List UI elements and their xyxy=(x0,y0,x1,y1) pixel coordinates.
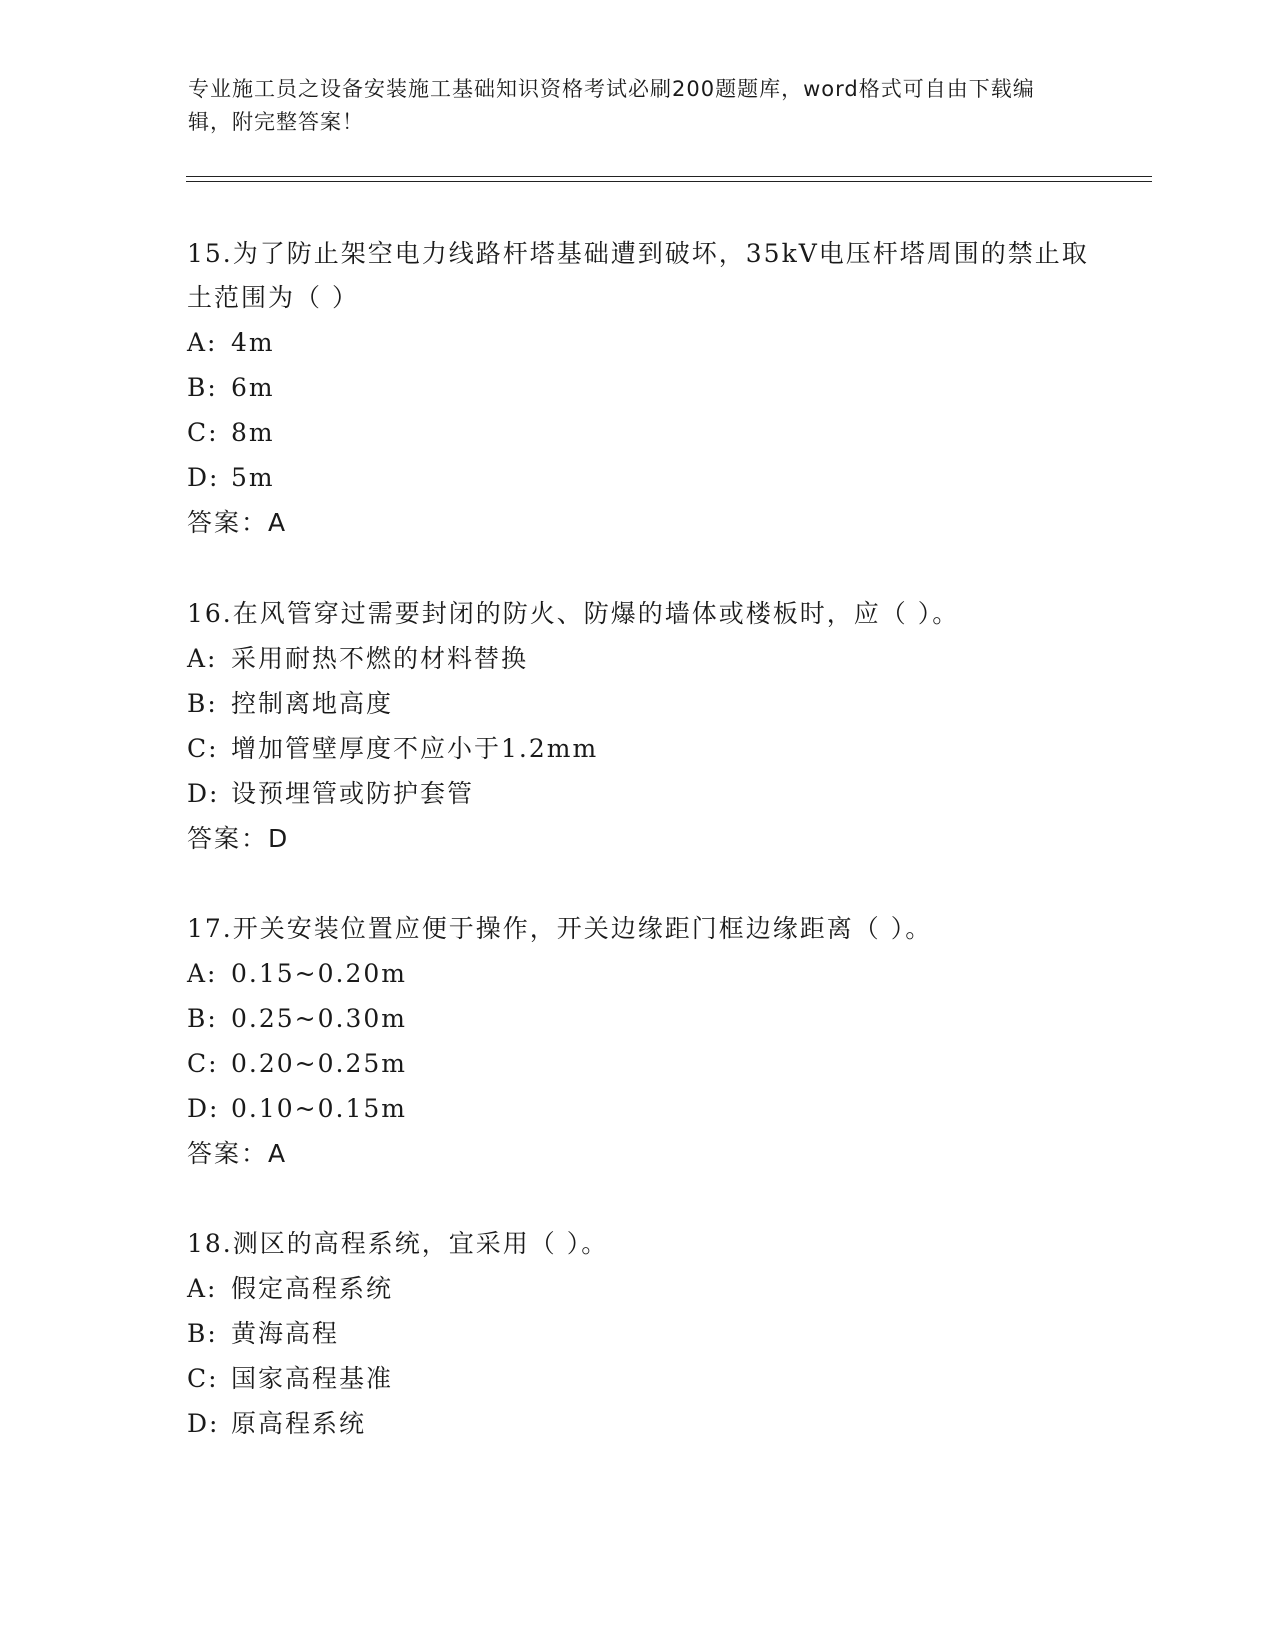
option-b xyxy=(187,1311,1107,1356)
option-text: 0.10~0.15m xyxy=(231,1094,407,1123)
question-17 xyxy=(187,907,1107,1176)
option-text: 0.20~0.25m xyxy=(231,1049,407,1078)
option-d xyxy=(187,1401,1107,1446)
option-text: 假定高程系统 xyxy=(231,1274,394,1303)
option-b xyxy=(187,681,1107,726)
option-d xyxy=(187,771,1107,816)
option-letter: D: xyxy=(187,1094,220,1123)
question-text: 18.测区的高程系统，宜采用（ ）。 xyxy=(187,1229,609,1258)
option-text: 8m xyxy=(231,418,275,447)
answer: 答案：D xyxy=(187,824,290,853)
option-text: 6m xyxy=(231,373,275,402)
option-letter: B: xyxy=(187,373,218,402)
option-c xyxy=(187,410,1107,455)
option-text: 0.25~0.30m xyxy=(231,1004,407,1033)
option-text: 控制离地高度 xyxy=(231,689,394,718)
question-15 xyxy=(187,232,1107,545)
option-a xyxy=(187,1266,1107,1311)
option-letter: A: xyxy=(187,1274,218,1303)
option-c xyxy=(187,726,1107,771)
option-letter: D: xyxy=(187,1409,220,1438)
question-text: 17.开关安装位置应便于操作，开关边缘距门框边缘距离（ ）。 xyxy=(187,914,933,943)
option-letter: C: xyxy=(187,1364,219,1393)
option-text: 设预埋管或防护套管 xyxy=(231,779,475,808)
option-b xyxy=(187,996,1107,1041)
question-18 xyxy=(187,1222,1107,1446)
option-text: 5m xyxy=(231,463,275,492)
option-text: 原高程系统 xyxy=(231,1409,367,1438)
question-text: 16.在风管穿过需要封闭的防火、防爆的墙体或楼板时，应（ ）。 xyxy=(187,599,960,628)
option-letter: A: xyxy=(187,328,218,357)
option-c xyxy=(187,1041,1107,1086)
option-letter: A: xyxy=(187,959,218,988)
option-text: 黄海高程 xyxy=(231,1319,340,1348)
option-text: 4m xyxy=(231,328,275,357)
option-b xyxy=(187,365,1107,410)
option-text: 0.15~0.20m xyxy=(231,959,407,988)
option-d xyxy=(187,1086,1107,1131)
question-16 xyxy=(187,592,1107,861)
option-letter: D: xyxy=(187,779,220,808)
option-c xyxy=(187,1356,1107,1401)
option-letter: C: xyxy=(187,418,219,447)
question-text: 15.为了防止架空电力线路杆塔基础遭到破坏，35kV电压杆塔周围的禁止取土范围为（ ） xyxy=(187,239,1089,312)
option-letter: C: xyxy=(187,1049,219,1078)
option-d xyxy=(187,455,1107,500)
option-a xyxy=(187,320,1107,365)
option-a xyxy=(187,951,1107,996)
document-header: 专业施工员之设备安装施工基础知识资格考试必刷200题题库，word格式可自由下载编辑，附完整答案！ xyxy=(188,77,1035,134)
option-letter: B: xyxy=(187,1004,218,1033)
option-text: 国家高程基准 xyxy=(231,1364,394,1393)
header-divider-top xyxy=(186,176,1152,177)
answer: 答案：A xyxy=(187,508,288,537)
option-letter: B: xyxy=(187,1319,218,1348)
header-divider-bottom xyxy=(186,181,1152,182)
answer: 答案：A xyxy=(187,1139,288,1168)
option-letter: A: xyxy=(187,644,218,673)
option-letter: B: xyxy=(187,689,218,718)
option-letter: D: xyxy=(187,463,220,492)
option-a xyxy=(187,636,1107,681)
option-text: 增加管壁厚度不应小于1.2mm xyxy=(231,734,599,763)
option-letter: C: xyxy=(187,734,219,763)
option-text: 采用耐热不燃的材料替换 xyxy=(231,644,529,673)
